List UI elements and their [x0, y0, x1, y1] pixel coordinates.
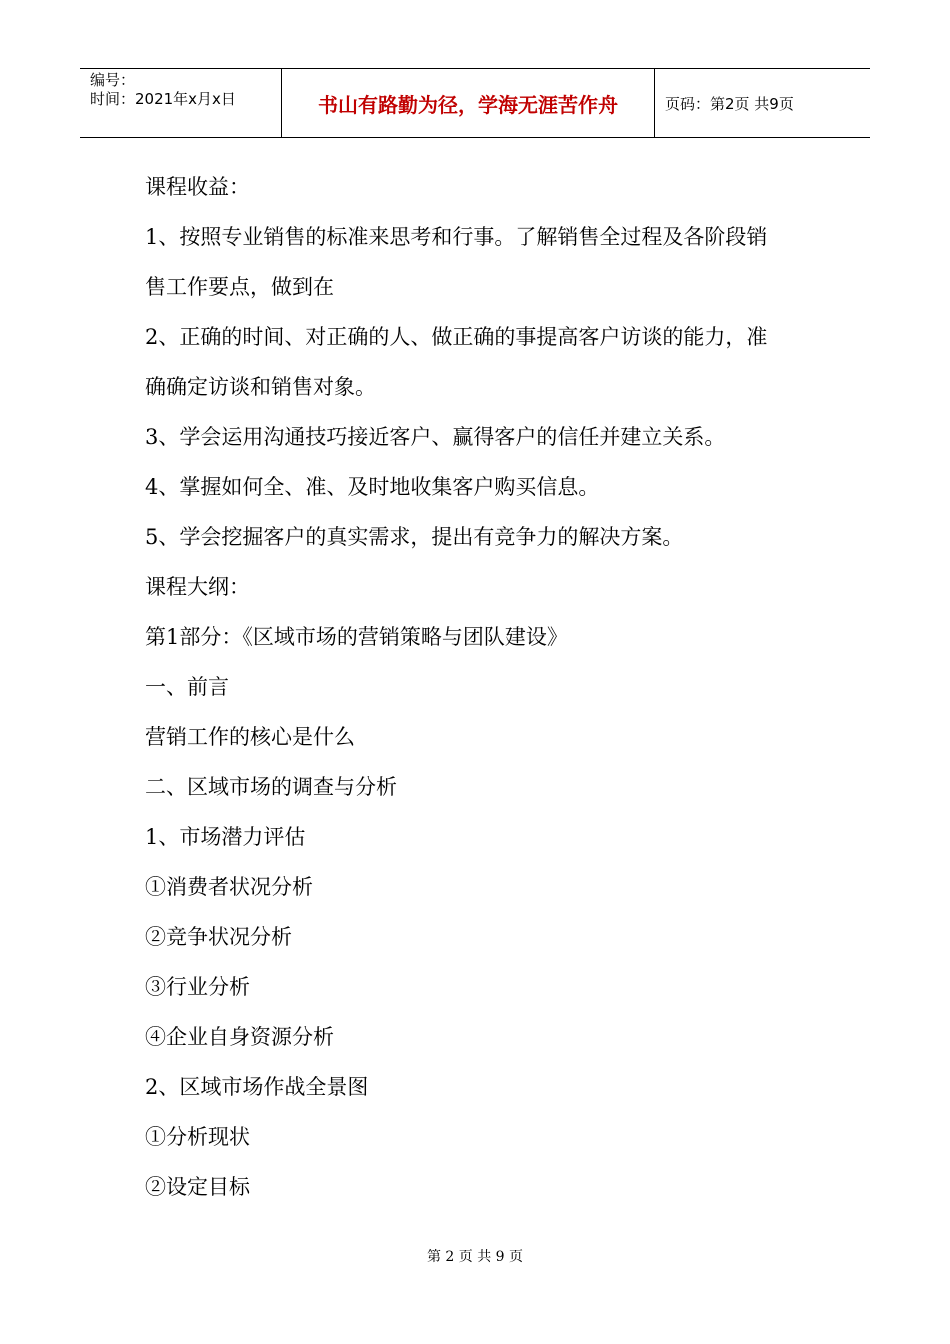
- paragraph: 5、学会挖掘客户的真实需求，提出有竞争力的解决方案。: [145, 525, 684, 549]
- paragraph: 营销工作的核心是什么: [145, 725, 355, 749]
- paragraph: ②设定目标: [145, 1175, 250, 1199]
- paragraph: ④企业自身资源分析: [145, 1025, 334, 1049]
- paragraph: 课程大纲：: [145, 575, 250, 599]
- header-info-cell: [80, 69, 282, 137]
- page-footer: 第 2 页 共 9 页: [426, 1249, 524, 1265]
- paragraph: ②竞争状况分析: [145, 925, 292, 949]
- paragraph: 1、市场潜力评估: [145, 825, 306, 849]
- document-time: 时间：2021年x月x日: [90, 90, 236, 108]
- paragraph: 一、前言: [145, 675, 229, 699]
- paragraph: 4、掌握如何全、准、及时地收集客户购买信息。: [145, 475, 600, 499]
- paragraph: 二、区域市场的调查与分析: [145, 775, 397, 799]
- paragraph: 2、区域市场作战全景图: [145, 1075, 369, 1099]
- paragraph: 2、正确的时间、对正确的人、做正确的事提高客户访谈的能力，准: [145, 325, 768, 349]
- paragraph: 课程收益：: [145, 175, 250, 199]
- header-page-number: 页码：第2页 共9页: [665, 94, 794, 113]
- document-number: 编号：: [90, 71, 136, 89]
- header-motto: 书山有路勤为径，学海无涯苦作舟: [282, 69, 655, 137]
- paragraph: 售工作要点，做到在: [145, 275, 334, 299]
- page-header: [80, 68, 870, 138]
- paragraph: 确确定访谈和销售对象。: [145, 375, 376, 399]
- paragraph: 3、学会运用沟通技巧接近客户、赢得客户的信任并建立关系。: [145, 425, 726, 449]
- paragraph: ③行业分析: [145, 975, 250, 999]
- paragraph: ①分析现状: [145, 1125, 250, 1149]
- paragraph: 1、按照专业销售的标准来思考和行事。了解销售全过程及各阶段销: [145, 225, 768, 249]
- paragraph: ①消费者状况分析: [145, 875, 313, 899]
- document-body: [145, 162, 825, 1212]
- paragraph: 第1部分：《区域市场的营销策略与团队建设》: [145, 625, 568, 649]
